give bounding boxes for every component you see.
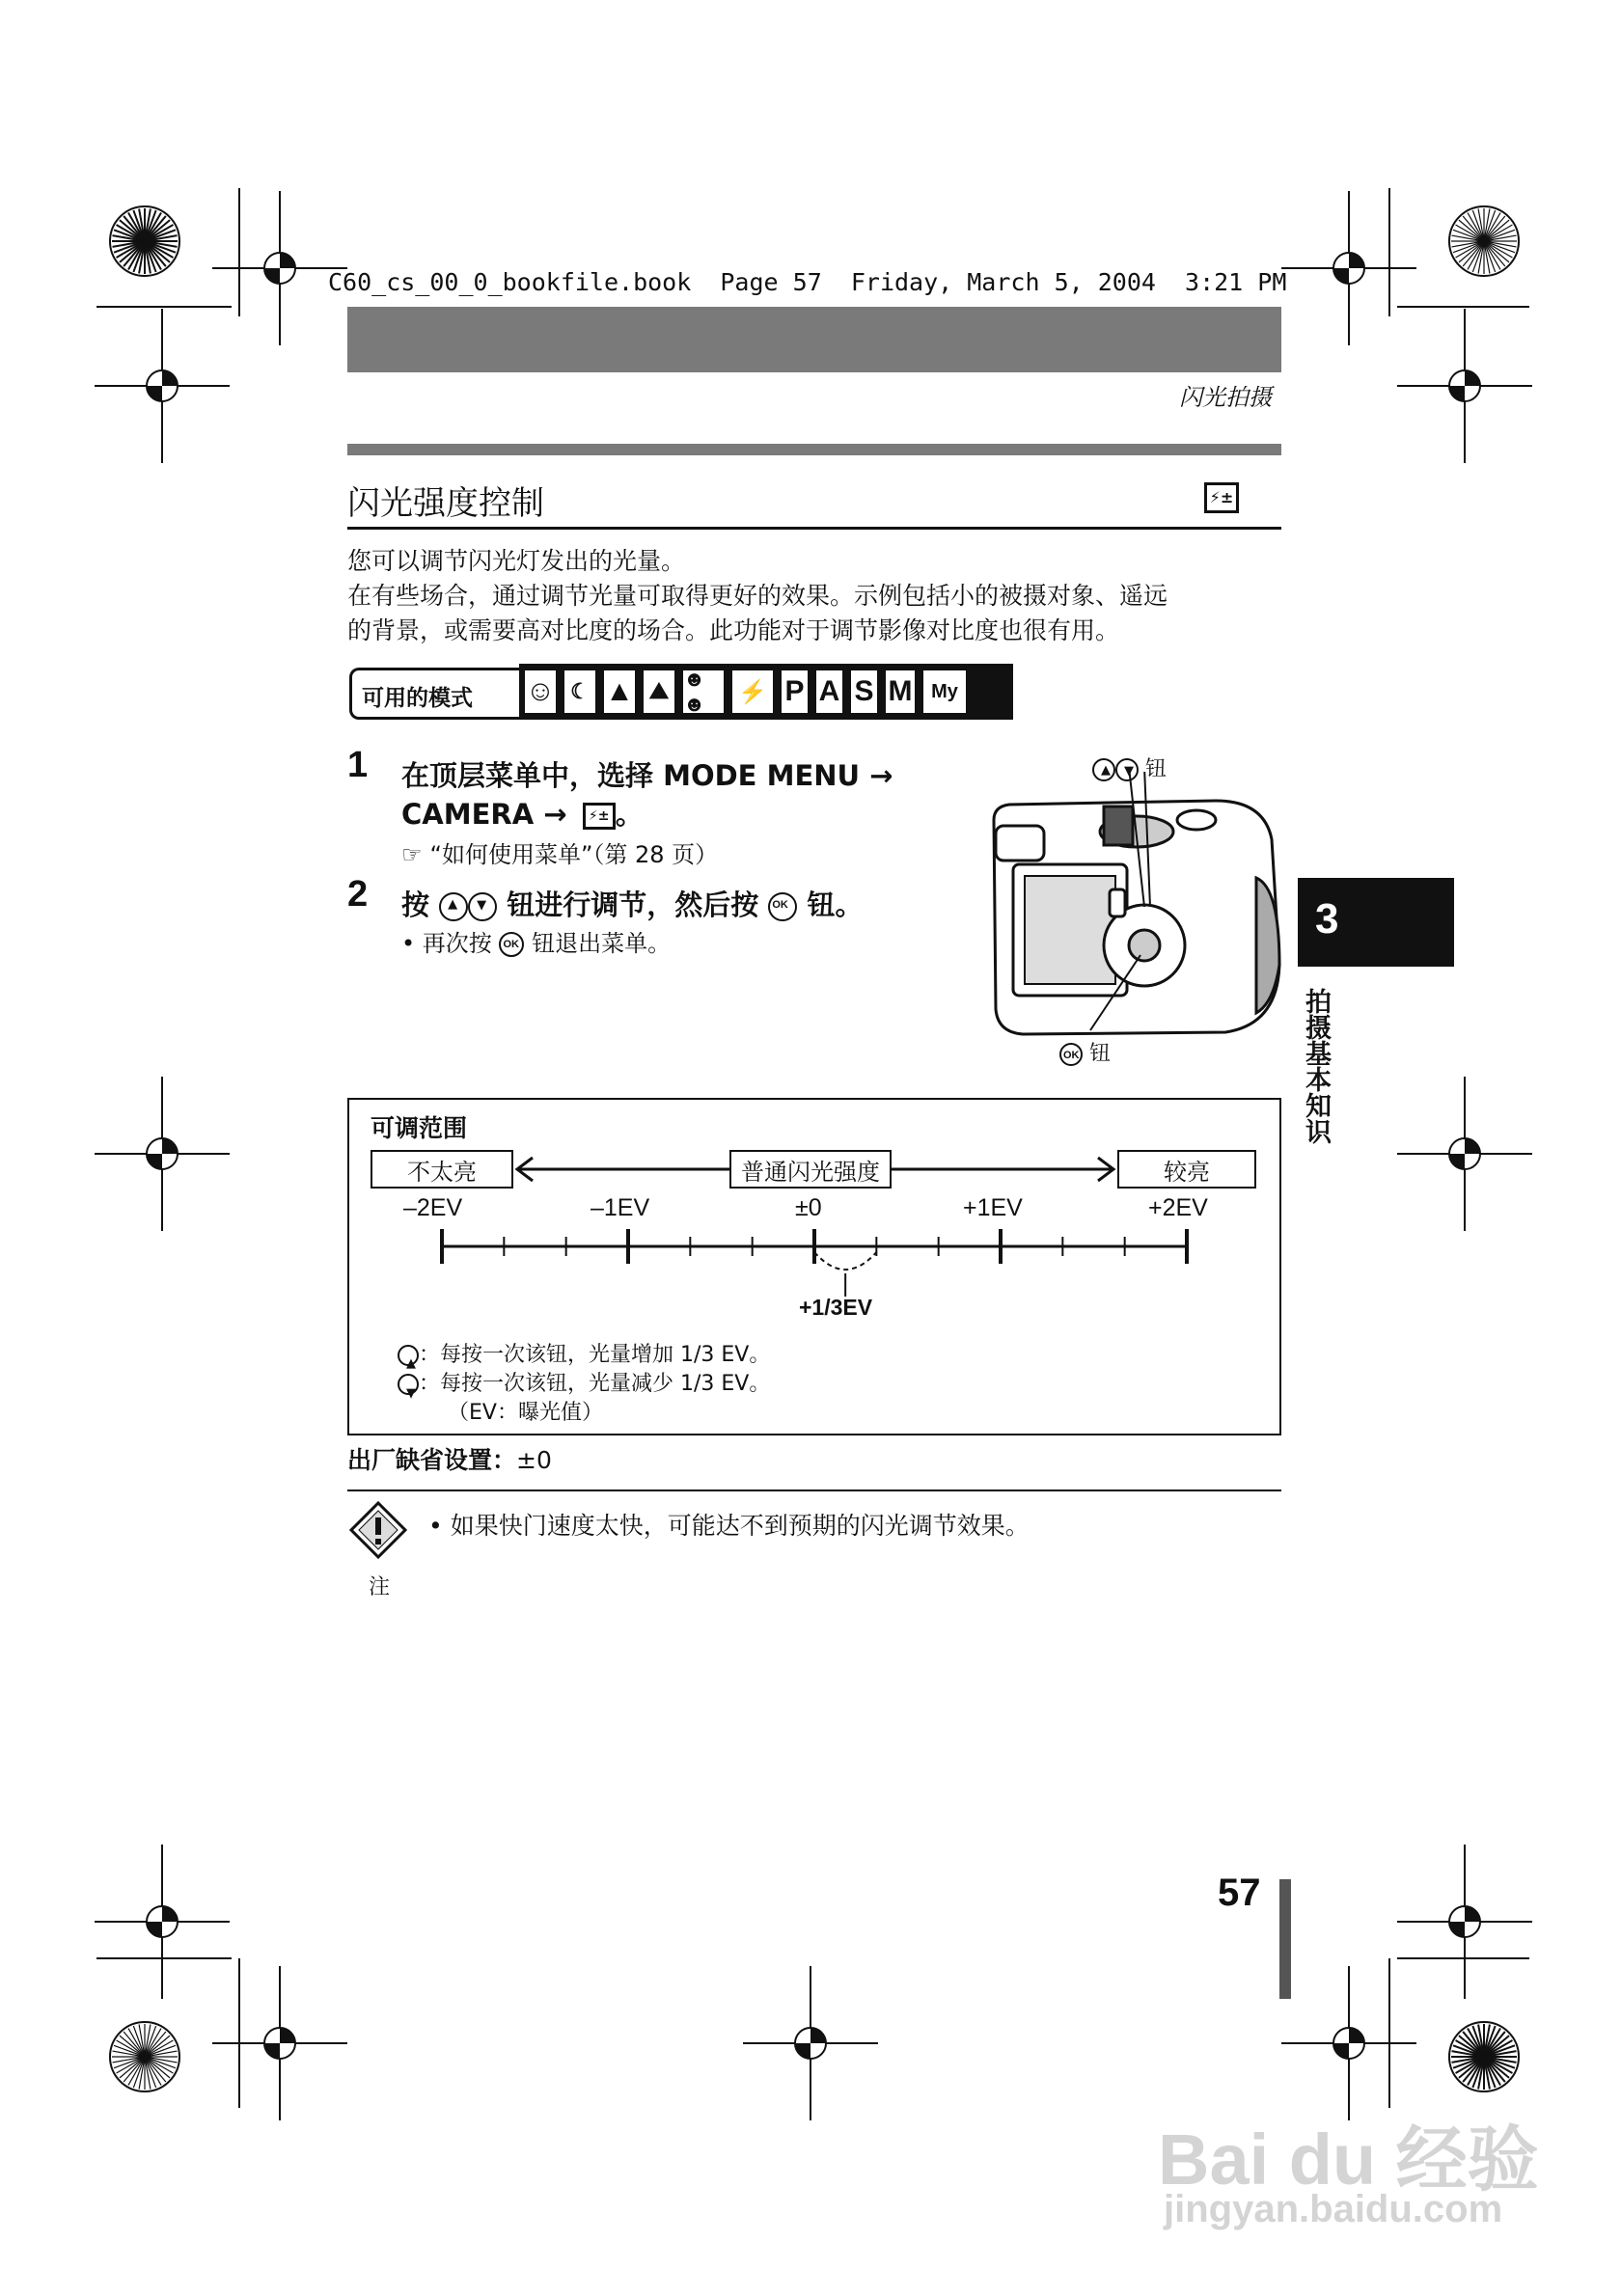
ok-button-icon-small bbox=[499, 932, 524, 957]
step-1-line-1: 在顶层菜单中，选择 MODE MENU → bbox=[401, 759, 893, 792]
title-underline bbox=[347, 527, 1281, 530]
section-rule bbox=[347, 444, 1281, 455]
step-1-ref-text: “如何使用菜单”（第 28 页） bbox=[429, 841, 719, 868]
note-rule bbox=[347, 1490, 1281, 1491]
default-value: ±0 bbox=[516, 1446, 552, 1474]
ev-step-bracket bbox=[814, 1252, 876, 1270]
night-portrait-mode-icon: ☾ bbox=[562, 668, 598, 716]
crosshair-target bbox=[1281, 191, 1416, 345]
ok-label-icon bbox=[1059, 1043, 1083, 1066]
range-notes bbox=[398, 1341, 770, 1428]
less-bright-box: 不太亮 bbox=[371, 1150, 513, 1189]
modes-label: 可用的模式 bbox=[362, 686, 473, 711]
step-1-number: 1 bbox=[347, 745, 369, 785]
brighter-box: 较亮 bbox=[1117, 1150, 1256, 1189]
crosshair-target bbox=[95, 309, 230, 463]
camera-ok-label: OK 钮 bbox=[1059, 1037, 1111, 1067]
burst-target-top-left bbox=[110, 206, 179, 276]
crosshair-target bbox=[212, 191, 347, 345]
ok-button-icon bbox=[768, 892, 797, 921]
self-portrait-mode-icon: ☻☻ bbox=[680, 668, 727, 716]
modes-label-tag bbox=[349, 668, 523, 720]
caution-icon bbox=[349, 1501, 407, 1559]
step-2-sub: • 再次按 OK 钮退出菜单。 bbox=[401, 924, 671, 958]
note-up: ▲：每按一次该钮，光量增加 1/3 EV。 bbox=[398, 1341, 770, 1370]
landscape-portrait-mode-icon: ⛰ bbox=[641, 668, 677, 716]
normal-flash-box: 普通闪光强度 bbox=[729, 1150, 892, 1189]
up-note-icon bbox=[398, 1345, 419, 1366]
section-title: 闪光强度控制 bbox=[347, 484, 544, 523]
crosshair-target bbox=[1281, 1966, 1416, 2120]
ev-label-plus2: +2EV bbox=[1148, 1194, 1208, 1221]
step-2-line: 按 ▲▼ 钮进行调节，然后按 OK 钮。 bbox=[401, 884, 863, 923]
step-1-ref bbox=[401, 835, 718, 869]
mode-p: P bbox=[779, 668, 810, 716]
mode-my: My bbox=[920, 668, 969, 716]
burst-target-top-right bbox=[1449, 206, 1519, 276]
page-number-bar bbox=[1279, 1879, 1291, 1999]
crosshair-target bbox=[212, 1966, 347, 2120]
crosshair-target bbox=[95, 1077, 230, 1231]
mode-s: S bbox=[848, 668, 880, 716]
crosshair-target bbox=[95, 1845, 230, 1999]
ev-label-plus1: +1EV bbox=[963, 1194, 1023, 1221]
crosshair-target bbox=[1397, 1845, 1532, 1999]
range-arrows bbox=[511, 1154, 1119, 1185]
print-header: C60_cs_00_0_bookfile.book Page 57 Friday, March 5, 2004 3:21 PM bbox=[328, 268, 1287, 296]
note-ev: （EV：曝光值） bbox=[448, 1401, 603, 1425]
watermark-url: jingyan.baidu.com bbox=[1164, 2188, 1503, 2230]
intro-text bbox=[347, 544, 1288, 648]
default-setting bbox=[347, 1441, 552, 1476]
landscape-mode-icon: ▲ bbox=[601, 668, 638, 716]
ev-scale bbox=[425, 1225, 1196, 1302]
chapter-title: 拍摄基本知识 bbox=[1301, 988, 1331, 1144]
sports-mode-icon: ⚡ bbox=[729, 668, 776, 716]
watermark-brand: Bai du 经验 bbox=[1158, 2119, 1539, 2200]
burst-target-bottom-left bbox=[110, 2022, 179, 2091]
caution-label: 注 bbox=[369, 1575, 391, 1599]
flash-exposure-small-icon: ⚡± bbox=[583, 803, 616, 830]
reference-icon: ☞ bbox=[401, 841, 423, 868]
flash-exposure-icon: ⚡± bbox=[1204, 482, 1239, 513]
header-bar bbox=[347, 307, 1281, 372]
note-down: ▼：每按一次该钮，光量减少 1/3 EV。 bbox=[398, 1370, 770, 1399]
range-title: 可调范围 bbox=[371, 1114, 468, 1142]
intro-line-3: 的背景，或需要高对比度的场合。此功能对于调节影像对比度也很有用。 bbox=[347, 616, 1120, 644]
intro-line-2: 在有些场合，通过调节光量可取得更好的效果。示例包括小的被摄对象、遥远 bbox=[347, 582, 1168, 610]
camera-illustration bbox=[975, 772, 1283, 1052]
page-number: 57 bbox=[1218, 1872, 1261, 1914]
running-head: 闪光拍摄 bbox=[1179, 384, 1272, 411]
default-label: 出厂缺省设置： bbox=[347, 1446, 517, 1474]
ev-step-label: +1/3EV bbox=[799, 1295, 873, 1320]
camera-arrows-label: ▲▼ 钮 bbox=[1092, 752, 1167, 782]
ev-label-minus1: –1EV bbox=[591, 1194, 650, 1221]
crosshair-target bbox=[743, 1966, 878, 2120]
crosshair-target bbox=[1397, 309, 1532, 463]
intro-line-1: 您可以调节闪光灯发出的光量。 bbox=[347, 547, 686, 575]
step-1-tail: 。 bbox=[615, 798, 644, 831]
mode-m: M bbox=[883, 668, 918, 716]
caution-text: • 如果快门速度太快，可能达不到预期的闪光调节效果。 bbox=[428, 1512, 1030, 1540]
step-1-camera: CAMERA → bbox=[401, 798, 567, 831]
chapter-number: 3 bbox=[1315, 895, 1339, 943]
up-arrow-button-icon bbox=[439, 892, 468, 921]
burst-target-bottom-right bbox=[1449, 2022, 1519, 2091]
ev-label-zero: ±0 bbox=[795, 1194, 822, 1221]
mode-a: A bbox=[813, 668, 845, 716]
ev-label-minus2: –2EV bbox=[403, 1194, 463, 1221]
crosshair-target bbox=[1397, 1077, 1532, 1231]
down-note-icon bbox=[398, 1374, 419, 1395]
step-2-number: 2 bbox=[347, 874, 369, 915]
portrait-mode-icon: ☺ bbox=[522, 668, 559, 716]
step-1-line-2 bbox=[401, 793, 644, 833]
chapter-tab bbox=[1298, 878, 1454, 967]
down-arrow-button-icon bbox=[468, 892, 497, 921]
